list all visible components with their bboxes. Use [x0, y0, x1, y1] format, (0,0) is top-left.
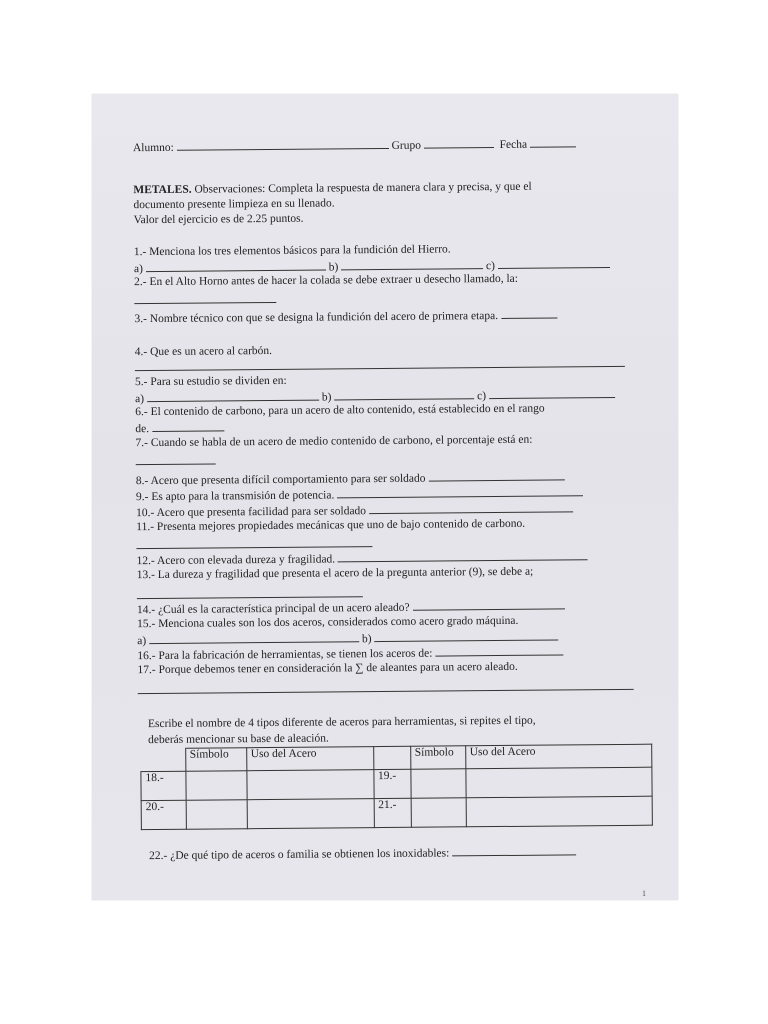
fecha-blank[interactable]: [530, 136, 576, 147]
answer-b-label: b): [321, 391, 332, 404]
q5-blank-a[interactable]: [147, 390, 319, 403]
question-7: 7.- Cuando se habla de un acero de medio contenido de carbono, el porcentaje está en:: [135, 433, 533, 450]
q6-blank[interactable]: [152, 420, 224, 432]
row-21-simbolo-cell[interactable]: [411, 798, 466, 827]
row-21-uso-cell[interactable]: [466, 796, 653, 827]
question-6-de: de.: [135, 423, 150, 436]
row-19-uso-cell[interactable]: [465, 767, 652, 798]
grupo-label: Grupo: [391, 139, 422, 152]
intro-text-2: documento presente limpieza en su llenado.: [133, 197, 335, 212]
q15-blank-b[interactable]: [374, 629, 558, 642]
question-13: 13.- La dureza y fragilidad que presenta el acero de la pregunta anterior (9), se debe a;: [136, 565, 534, 582]
q3-blank[interactable]: [501, 307, 557, 318]
worksheet-page: [92, 94, 678, 900]
q14-blank[interactable]: [412, 598, 564, 610]
answer-a-label: a): [135, 393, 145, 406]
q4-answer-line[interactable]: [135, 366, 625, 371]
question-22: 22.- ¿De qué tipo de aceros o familia se obtienen los inoxidables:: [149, 847, 450, 863]
question-15: 15.- Menciona cuales son los dos aceros, considerados como acero grado máquina.: [137, 614, 519, 631]
header-simbolo-left: Símbolo: [185, 748, 246, 772]
question-6-range: [135, 420, 224, 436]
row-21-label: 21.-: [374, 798, 411, 827]
q1-blank-c[interactable]: [498, 257, 610, 269]
q2-answer-line[interactable]: [134, 302, 276, 304]
q1-blank-b[interactable]: [341, 258, 483, 270]
row-18-label: 18.-: [141, 771, 186, 800]
table-instructions-1: Escribe el nombre de 4 tipos diferente de aceros para herramientas, si repites el tipo,: [147, 714, 536, 731]
answer-c-label: c): [485, 260, 496, 273]
header-uso-right: Uso del Acero: [465, 744, 652, 769]
answer-a-label: a): [133, 263, 143, 276]
intro-title: METALES.: [133, 183, 192, 197]
table-instructions-2: deberás mencionar su base de aleación.: [148, 732, 329, 747]
question-12: 12.- Acero con elevada dureza y fragilidad.: [136, 553, 336, 568]
fecha-label: Fecha: [499, 138, 528, 151]
header-spacer-right: [373, 746, 410, 769]
intro-text-1: Observaciones: Completa la respuesta de manera clara y precisa, y que el: [191, 180, 532, 196]
grupo-blank[interactable]: [424, 137, 494, 149]
intro-line-1: [133, 181, 531, 197]
q9-blank[interactable]: [337, 485, 583, 498]
q16-blank[interactable]: [435, 644, 563, 656]
row-20-label: 20.-: [141, 800, 186, 829]
answer-c-label: c): [477, 390, 487, 403]
q7-answer-line[interactable]: [136, 463, 216, 465]
header-spacer-left: [141, 748, 186, 771]
q5-blank-c[interactable]: [489, 387, 615, 399]
q10-blank[interactable]: [369, 501, 573, 514]
header-uso-left: Uso del Acero: [246, 747, 373, 771]
row-19-simbolo-cell[interactable]: [410, 769, 465, 798]
table-row: [141, 796, 652, 829]
student-header: [133, 136, 576, 155]
row-20-simbolo-cell[interactable]: [186, 800, 247, 830]
q12-blank[interactable]: [338, 549, 588, 562]
answer-b-label: b): [328, 261, 339, 274]
page-number: 1: [642, 889, 646, 898]
question-11: 11.- Presenta mejores propiedades mecánicas que uno de bajo contenido de carbono.: [136, 517, 526, 534]
question-3: 3.- Nombre técnico con que se designa la fundición del acero de primera etapa.: [134, 310, 499, 326]
row-20-uso-cell[interactable]: [247, 799, 374, 829]
question-4: 4.- Que es un acero al carbón.: [134, 344, 273, 359]
question-8: 8.- Acero que presenta difícil comportamiento para ser soldado: [135, 472, 426, 488]
question-6: 6.- El contenido de carbono, para un acero de alto contenido, está establecido en el rango: [135, 402, 545, 419]
table-row: [141, 767, 652, 800]
row-18-uso-cell[interactable]: [246, 770, 373, 800]
q17-answer-line[interactable]: [138, 689, 634, 694]
q5-blank-b[interactable]: [334, 388, 474, 400]
q13-answer-line[interactable]: [137, 596, 363, 599]
answer-b-label: b): [361, 633, 372, 646]
question-2: 2.- En el Alto Horno antes de hacer la colada se debe extraer u desecho llamado, la:: [134, 272, 518, 289]
row-18-simbolo-cell[interactable]: [185, 771, 246, 801]
alumno-blank[interactable]: [177, 138, 389, 151]
header-simbolo-right: Símbolo: [410, 746, 465, 769]
q1-blank-a[interactable]: [146, 260, 326, 273]
question-22-row: [149, 844, 576, 863]
q8-blank[interactable]: [428, 469, 564, 481]
intro-text-3: Valor del ejercicio es de 2.25 puntos.: [133, 212, 304, 227]
question-14: 14.- ¿Cuál es la característica principal de un acero aleado?: [136, 601, 410, 617]
question-9: 9.- Es apto para la transmisión de potencia.: [135, 489, 335, 504]
document-photo: [92, 94, 678, 900]
answer-a-label: a): [137, 635, 147, 648]
question-17: 17.- Porque debemos tener en consideración la ∑ de aleantes para un acero aleado.: [137, 660, 518, 677]
q22-blank[interactable]: [452, 844, 576, 856]
question-16: 16.- Para la fabricación de herramientas, se tienen los aceros de:: [137, 647, 433, 663]
row-19-label: 19.-: [373, 769, 410, 798]
question-5: 5.- Para su estudio se dividen en:: [134, 374, 287, 389]
question-3-row: [134, 307, 557, 326]
question-10: 10.- Acero que presenta facilidad para ser soldado: [136, 505, 367, 520]
alumno-label: Alumno:: [132, 141, 174, 155]
steel-types-table: [140, 744, 653, 830]
q15-blank-a[interactable]: [149, 631, 359, 644]
q11-answer-line[interactable]: [136, 546, 372, 549]
question-1: 1.- Menciona los tres elementos básicos para la fundición del Hierro.: [133, 243, 451, 259]
